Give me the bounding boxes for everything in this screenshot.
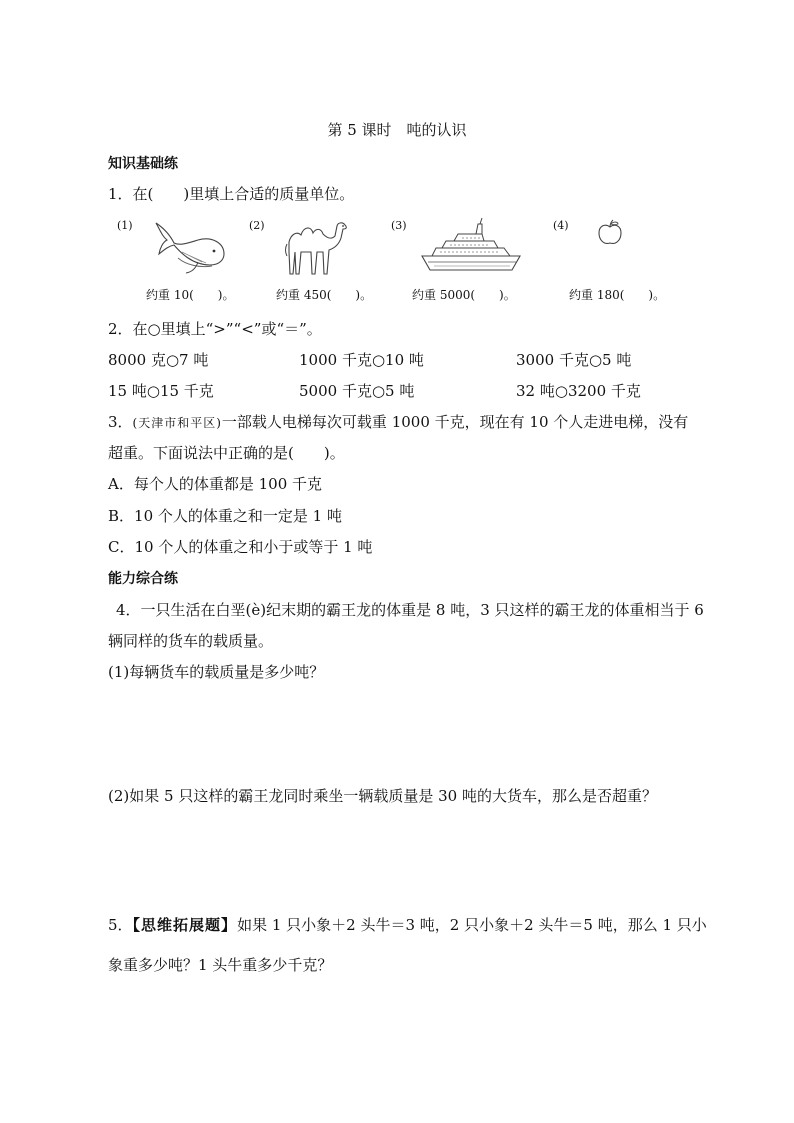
question-3-text: 一部载人电梯每次可载重 1000 千克，现在有 10 个人走进电梯，没有 <box>221 413 689 431</box>
q1-item-number: (4) <box>553 219 569 232</box>
thinking-tag: 【思维拓展题】 <box>132 916 238 934</box>
q1-caption-ship: 约重 5000( )。 <box>412 288 516 302</box>
q2-comparison-cell: 3000 千克○5 吨 <box>516 351 632 369</box>
question-5-line-2: 象重多少吨？1 头牛重多少千克？ <box>108 956 333 974</box>
q2-comparison-cell: 15 吨○15 千克 <box>108 382 214 400</box>
source-tag: (天津市和平区) <box>132 416 222 430</box>
q2-comparison-cell: 1000 千克○10 吨 <box>299 351 424 369</box>
camel-icon <box>283 216 353 280</box>
q1-caption-whale: 约重 10( )。 <box>146 288 235 302</box>
q1-item-number: (2) <box>249 219 265 232</box>
question-4-line-1: 4．一只生活在白垩(è)纪末期的霸王龙的体重是 8 吨，3 只这样的霸王龙的体重相当于 6 <box>116 601 704 619</box>
option-b: B．10 个人的体重之和一定是 1 吨 <box>108 507 342 525</box>
question-4-part-2: (2)如果 5 只这样的霸王龙同时乘坐一辆载质量是 30 吨的大货车，那么是否超重？ <box>108 787 657 805</box>
question-2-stem: 2．在○里填上“>”“<”或“＝”。 <box>108 320 322 338</box>
option-a: A．每个人的体重都是 100 千克 <box>108 475 323 493</box>
question-1-stem: 1．在( )里填上合适的质量单位。 <box>108 185 355 203</box>
ship-icon <box>420 216 524 274</box>
section-heading-basic: 知识基础练 <box>108 156 178 172</box>
option-c: C．10 个人的体重之和小于或等于 1 吨 <box>108 538 373 556</box>
question-4-part-1: (1)每辆货车的载质量是多少吨？ <box>108 663 325 681</box>
question-4-line-2: 辆同样的货车的载质量。 <box>108 632 274 650</box>
q2-comparison-cell: 5000 千克○5 吨 <box>299 382 415 400</box>
apple-icon <box>596 219 624 247</box>
question-5-line-1 <box>108 914 707 935</box>
section-heading-ability: 能力综合练 <box>108 571 178 587</box>
q1-item-number: (1) <box>117 219 133 232</box>
question-3-line-1 <box>108 411 688 432</box>
q2-comparison-cell: 32 吨○3200 千克 <box>516 382 641 400</box>
page-title: 第 5 课时 吨的认识 <box>327 121 467 139</box>
q1-caption-apple: 约重 180( )。 <box>569 288 666 302</box>
q2-comparison-cell: 8000 克○7 吨 <box>108 351 209 369</box>
question-number: 5． <box>108 916 133 934</box>
question-number: 3． <box>108 413 133 431</box>
q1-item-number: (3) <box>391 219 407 232</box>
question-5-text: 如果 1 只小象＋2 头牛＝3 吨，2 只小象＋2 头牛＝5 吨，那么 1 只小 <box>237 916 707 934</box>
q1-caption-camel: 约重 450( )。 <box>276 288 373 302</box>
question-3-line-2: 超重。下面说法中正确的是( )。 <box>108 444 345 462</box>
whale-icon <box>150 218 230 278</box>
